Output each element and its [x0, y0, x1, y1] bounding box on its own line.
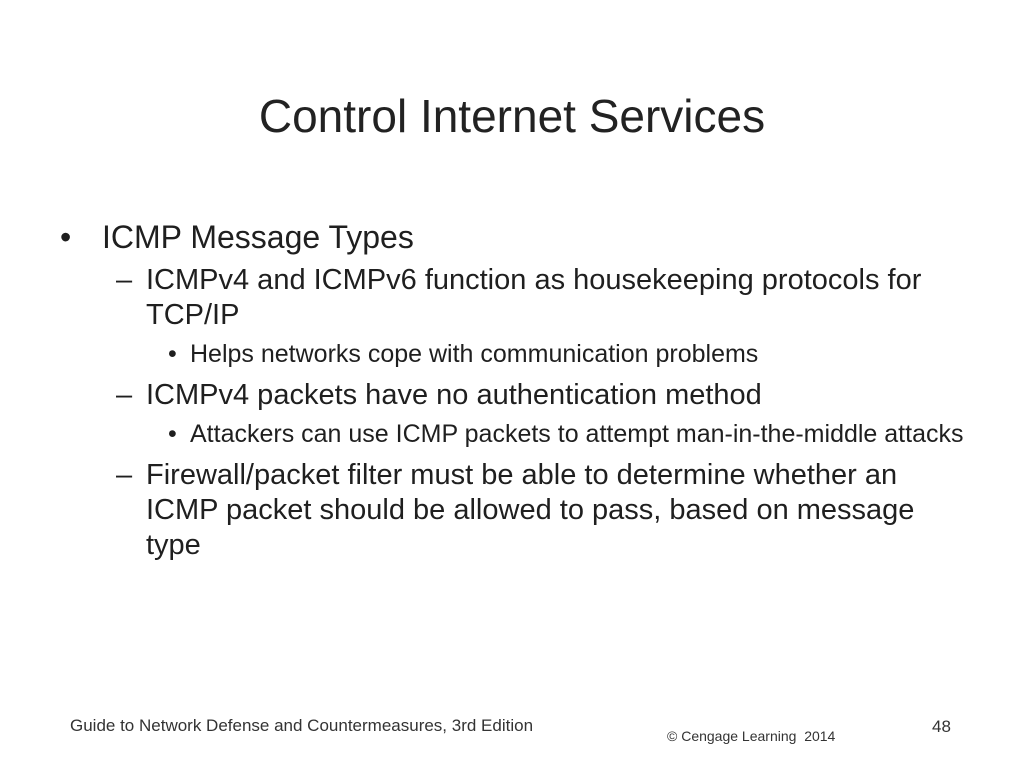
- bullet-marker: •: [168, 340, 177, 368]
- sub-bullet-item-authentication: [60, 378, 970, 413]
- sub-bullet-item-firewall: [60, 458, 970, 563]
- bullet-item-icmp-message-types: [60, 215, 970, 259]
- footer-copyright: © Cengage Learning 2014: [667, 728, 836, 744]
- footer-book-title: Guide to Network Defense and Countermeasures, 3rd Edition: [70, 716, 534, 735]
- bullet-marker: •: [60, 219, 72, 255]
- sub-sub-bullet-text: Helps networks cope with communication problems: [190, 340, 759, 368]
- sub-bullet-text: Firewall/packet filter must be able to determine whether an ICMP packet should be allowed to pass, based on message type: [146, 459, 915, 561]
- slide-title: Control Internet Services: [258, 90, 766, 142]
- bullet-list: [60, 215, 970, 569]
- sub-bullet-text: ICMPv4 and ICMPv6 function as housekeeping protocols for TCP/IP: [146, 264, 922, 331]
- bullet-text: ICMP Message Types: [102, 219, 414, 255]
- sub-bullet-item-housekeeping: [60, 263, 970, 333]
- sub-bullet-text: ICMPv4 packets have no authentication method: [146, 379, 762, 411]
- sub-sub-bullet-item-cope: [60, 339, 970, 370]
- slide-number: 48: [932, 717, 951, 736]
- sub-sub-bullet-text: Attackers can use ICMP packets to attempt man-in-the-middle attacks: [190, 420, 964, 448]
- sub-sub-bullet-item-attackers: [60, 419, 970, 450]
- dash-marker: –: [116, 264, 133, 296]
- bullet-marker: •: [168, 420, 177, 448]
- dash-marker: –: [116, 379, 133, 411]
- dash-marker: –: [116, 459, 133, 491]
